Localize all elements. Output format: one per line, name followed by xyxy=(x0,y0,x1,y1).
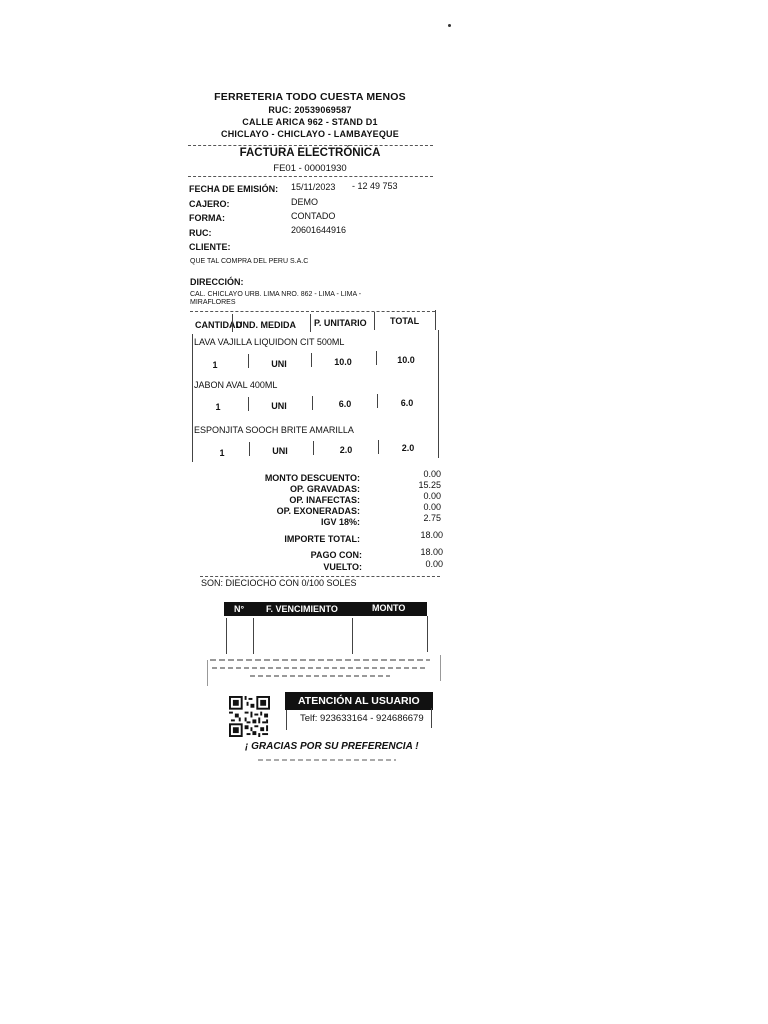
table-border-left xyxy=(192,334,193,462)
descuento-value: 0.00 xyxy=(423,469,441,479)
col-separator xyxy=(377,394,378,408)
store-address: CALLE ARICA 962 - STAND D1 xyxy=(242,117,378,127)
pago-value: 18.00 xyxy=(420,547,443,557)
cuotas-separator xyxy=(352,618,353,654)
cuotas-border xyxy=(427,616,428,652)
col-separator xyxy=(376,351,377,365)
col-separator xyxy=(249,442,250,456)
fecha-date: 15/11/2023 xyxy=(291,182,336,192)
fecha-label: FECHA DE EMISIÓN: xyxy=(189,184,279,194)
cuotas-col-n: N° xyxy=(234,604,245,614)
cuotas-col-vencimiento: F. VENCIMIENTO xyxy=(266,604,338,614)
cuotas-separator xyxy=(253,618,254,654)
col-separator xyxy=(248,354,249,368)
telefono-border xyxy=(286,710,287,730)
col-separator xyxy=(248,397,249,411)
col-separator xyxy=(311,353,312,367)
inafectas-value: 0.00 xyxy=(423,491,441,501)
pago-label: PAGO CON: xyxy=(310,550,362,560)
legal-border xyxy=(207,660,208,686)
gravadas-label: OP. GRAVADAS: xyxy=(289,484,360,494)
table-border-right xyxy=(438,330,439,458)
item-total: 6.0 xyxy=(400,398,414,408)
item-price: 10.0 xyxy=(334,357,352,367)
exoneradas-label: OP. EXONERADAS: xyxy=(276,506,360,516)
legal-border xyxy=(440,655,441,681)
cuotas-header xyxy=(224,602,427,616)
cliente-label: CLIENTE: xyxy=(189,242,231,252)
qr-code-icon xyxy=(229,696,270,737)
col-separator xyxy=(435,310,436,330)
igv-label: IGV 18%: xyxy=(320,517,360,527)
divider xyxy=(188,145,433,146)
col-separator xyxy=(374,312,375,330)
vuelto-label: VUELTO: xyxy=(323,562,362,572)
descuento-label: MONTO DESCUENTO: xyxy=(264,473,360,483)
col-separator xyxy=(312,396,313,410)
fecha-time: - 12 49 753 xyxy=(352,181,398,191)
telefono-border xyxy=(431,708,432,728)
igv-value: 2.75 xyxy=(423,513,441,523)
doc-number: FE01 - 00001930 xyxy=(273,163,347,174)
item-price: 6.0 xyxy=(338,399,352,409)
col-cantidad: CANTIDAD xyxy=(195,320,242,330)
col-und-medida: UND. MEDIDA xyxy=(236,320,296,330)
inafectas-label: OP. INAFECTAS: xyxy=(289,495,360,505)
importe-value: 18.00 xyxy=(420,530,443,540)
cliente-value: QUE TAL COMPRA DEL PERU S.A.C xyxy=(190,258,309,265)
direccion-label: DIRECCIÓN: xyxy=(190,277,244,287)
col-separator xyxy=(232,314,233,332)
forma-value: CONTADO xyxy=(291,211,336,221)
ruc-label: RUC: xyxy=(189,228,212,238)
cajero-label: CAJERO: xyxy=(189,199,230,209)
item-qty: 1 xyxy=(219,448,225,458)
item-price: 2.0 xyxy=(339,445,353,455)
ruc-value: 20601644916 xyxy=(291,225,347,235)
son-line: SON: DIECIOCHO CON 0/100 SOLES xyxy=(201,578,357,588)
footer-note xyxy=(258,759,396,761)
item-desc: ESPONJITA SOOCH BRITE AMARILLA xyxy=(194,425,354,435)
atencion-banner xyxy=(285,692,433,710)
legal-text-block xyxy=(210,657,435,687)
cuotas-border xyxy=(226,618,227,654)
doc-type: FACTURA ELECTRÓNICA xyxy=(239,147,381,159)
col-separator xyxy=(310,314,311,332)
col-p-unitario: P. UNITARIO xyxy=(314,318,367,328)
item-qty: 1 xyxy=(215,402,221,412)
item-desc: JABON AVAL 400ML xyxy=(194,380,278,390)
item-unit: UNI xyxy=(271,401,287,411)
forma-label: FORMA: xyxy=(189,213,225,223)
importe-label: IMPORTE TOTAL: xyxy=(284,534,360,544)
store-ruc: RUC: 20539069587 xyxy=(268,105,352,115)
item-qty: 1 xyxy=(212,360,218,370)
col-separator xyxy=(378,440,379,454)
store-city: CHICLAYO - CHICLAYO - LAMBAYEQUE xyxy=(221,129,399,139)
gracias: ¡ GRACIAS POR SU PREFERENCIA ! xyxy=(245,741,419,752)
divider xyxy=(188,176,433,177)
col-total: TOTAL xyxy=(390,316,420,326)
store-name: FERRETERIA TODO CUESTA MENOS xyxy=(214,91,406,103)
item-total: 10.0 xyxy=(397,355,415,365)
atencion-label: ATENCIÓN AL USUARIO xyxy=(298,695,420,707)
item-unit: UNI xyxy=(271,359,287,369)
exoneradas-value: 0.00 xyxy=(423,502,441,512)
col-separator xyxy=(313,441,314,455)
item-total: 2.0 xyxy=(401,443,415,453)
item-desc: LAVA VAJILLA LIQUIDON CIT 500ML xyxy=(194,337,345,347)
divider xyxy=(200,576,440,577)
gravadas-value: 15.25 xyxy=(418,480,441,490)
scan-speck xyxy=(448,24,451,27)
cuotas-col-monto: MONTO xyxy=(372,603,406,613)
divider xyxy=(190,311,435,312)
cajero-value: DEMO xyxy=(291,197,318,207)
vuelto-value: 0.00 xyxy=(425,559,443,569)
telefono: Telf: 923633164 - 924686679 xyxy=(300,713,424,724)
direccion-value: CAL. CHICLAYO URB. LIMA NRO. 862 - LIMA - LIMA - MIRAFLORES xyxy=(190,291,362,306)
item-unit: UNI xyxy=(272,446,288,456)
